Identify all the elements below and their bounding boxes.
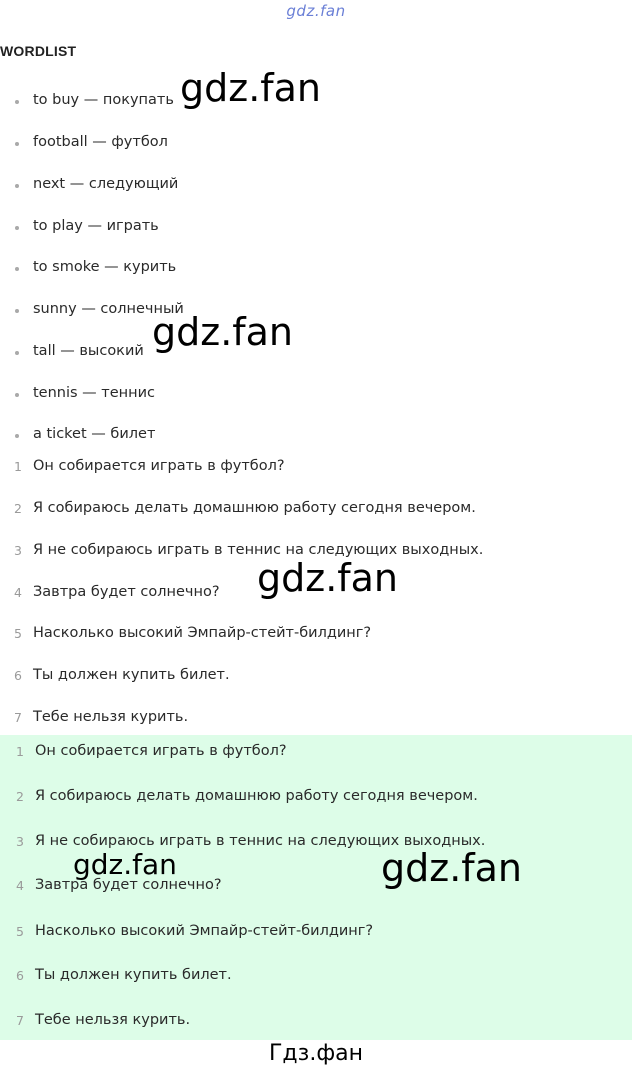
wordlist-item-text: tall — высокий (33, 343, 144, 359)
answer-number: 5 (16, 924, 24, 939)
answer-number: 3 (16, 834, 24, 849)
answer-text: Я не собираюсь играть в теннис на следующих выходных. (35, 833, 486, 849)
watermark: gdz.fan (180, 66, 322, 110)
watermark: gdz.fan (73, 848, 177, 881)
answer-text: Я собираюсь делать домашнюю работу сегодня вечером. (35, 788, 478, 804)
wordlist-item-text: a ticket — билет (33, 426, 156, 442)
sentence-number: 4 (14, 585, 22, 600)
sentence-text: Он собирается играть в футбол? (33, 458, 285, 474)
bullet-icon (15, 351, 19, 355)
answer-number: 4 (16, 878, 24, 893)
watermark: gdz.fan (152, 310, 294, 354)
wordlist-item-text: to buy — покупать (33, 92, 174, 108)
bullet-icon (15, 309, 19, 313)
watermark: gdz.fan (381, 846, 523, 890)
bullet-icon (15, 393, 19, 397)
sentence-number: 2 (14, 501, 22, 516)
sentence-number: 7 (14, 710, 22, 725)
answer-text: Он собирается играть в футбол? (35, 743, 287, 759)
sentence-number: 5 (14, 626, 22, 641)
wordlist-item-text: to play — играть (33, 218, 159, 234)
wordlist-item-text: football — футбол (33, 134, 168, 150)
answer-block (0, 735, 632, 1040)
sentence-text: Я собираюсь делать домашнюю работу сегодня вечером. (33, 500, 476, 516)
wordlist-item-text: tennis — теннис (33, 385, 156, 401)
sentence-number: 1 (14, 459, 22, 474)
sentence-number: 3 (14, 543, 22, 558)
sentence-text: Ты должен купить билет. (33, 667, 230, 683)
top-watermark: gdz.fan (286, 2, 346, 20)
bullet-icon (15, 226, 19, 230)
bullet-icon (15, 184, 19, 188)
sentence-text: Насколько высокий Эмпайр-стейт-билдинг? (33, 625, 372, 641)
watermark: gdz.fan (257, 556, 399, 600)
bullet-icon (15, 142, 19, 146)
wordlist-item-text: sunny — солнечный (33, 301, 184, 317)
sentence-text: Тебе нельзя курить. (33, 709, 189, 725)
sentence-text: Завтра будет солнечно? (33, 584, 220, 600)
wordlist-item-text: next — следующий (33, 176, 179, 192)
wordlist-heading: WORDLIST (0, 43, 77, 59)
sentence-number: 6 (14, 668, 22, 683)
bullet-icon (15, 100, 19, 104)
bullet-icon (15, 434, 19, 438)
bullet-icon (15, 267, 19, 271)
answer-number: 7 (16, 1013, 24, 1028)
answer-text: Завтра будет солнечно? (35, 877, 222, 893)
answer-text: Насколько высокий Эмпайр-стейт-билдинг? (35, 923, 374, 939)
answer-number: 6 (16, 968, 24, 983)
answer-number: 1 (16, 744, 24, 759)
footer-caption: Гдз.фан (269, 1041, 363, 1066)
answer-number: 2 (16, 789, 24, 804)
answer-text: Тебе нельзя курить. (35, 1012, 191, 1028)
answer-text: Ты должен купить билет. (35, 967, 232, 983)
wordlist-item-text: to smoke — курить (33, 259, 177, 275)
sentence-text: Я не собираюсь играть в теннис на следующих выходных. (33, 542, 484, 558)
